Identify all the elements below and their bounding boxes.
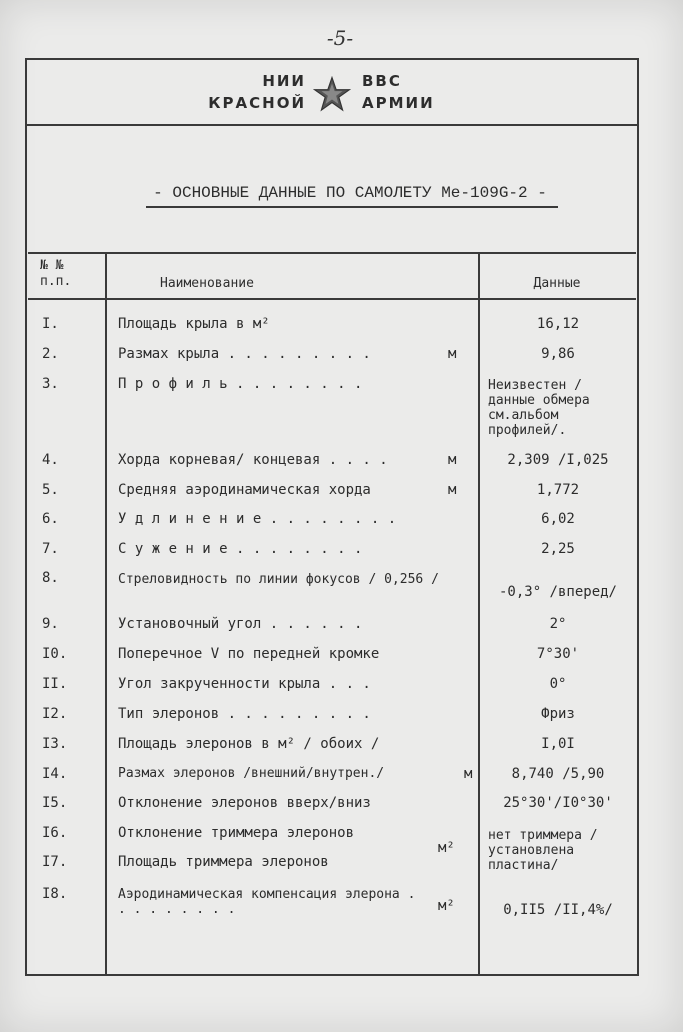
row-2-unit: м (448, 346, 457, 362)
row-1-number: I. (42, 316, 59, 332)
row-18-unit: м² (438, 898, 455, 914)
row-7-number: 7. (42, 541, 59, 557)
header-divider (25, 124, 639, 126)
row-16-value: нет триммера /установлена пластина/ (488, 828, 598, 873)
row-4-value: 2,309 /I,025 (507, 452, 609, 468)
row-10-value: 7°30' (536, 646, 580, 662)
row-8-number: 8. (42, 570, 59, 586)
row-15-value: 25°30'/I0°30' (503, 795, 613, 811)
table-header-border (28, 298, 636, 300)
row-14-unit: м (464, 766, 473, 782)
row-17-name: Площадь триммера элеронов (118, 854, 329, 870)
row-2-value: 9,86 (541, 346, 575, 362)
table-top-border (28, 252, 636, 254)
row-14-number: I4. (42, 766, 68, 782)
row-16-number: I6. (42, 825, 68, 841)
row-12-number: I2. (42, 706, 68, 722)
row-9-name: Установочный угол . . . . . . (118, 616, 363, 632)
row-16-name: Отклонение триммера элеронов (118, 825, 355, 841)
row-10-name: Поперечное V по передней кромке (118, 646, 380, 662)
row-8-name: Стреловидность по линии фокусов / 0,256 / (118, 572, 439, 587)
row-10-number: I0. (42, 646, 68, 662)
row-9-value: 2° (549, 616, 567, 632)
row-4-name: Хорда корневая/ концевая . . . . (118, 452, 388, 468)
row-5-number: 5. (42, 482, 59, 498)
row-5-value: 1,772 (536, 482, 580, 498)
row-4-unit: м (448, 452, 457, 468)
row-18-value: 0,II5 /II,4%/ (503, 902, 613, 918)
page-number: -5- (326, 26, 354, 50)
row-18-name: Аэродинамическая компенсация элерона . . . . . . . . . (118, 887, 416, 917)
column-divider-1 (105, 252, 107, 976)
row-2-name: Размах крыла . . . . . . . . . (118, 346, 371, 362)
row-1-name: Площадь крыла в м² (118, 316, 270, 332)
row-4-number: 4. (42, 452, 59, 468)
row-3-value: Неизвестен /данные обмера см.альбом профилей/. (488, 378, 590, 438)
row-5-unit: м (448, 482, 457, 498)
row-13-name: Площадь элеронов в м² / обоих / (118, 736, 380, 752)
row-6-name: У д л и н е н и е . . . . . . . . (118, 511, 397, 527)
row-6-value: 6,02 (541, 511, 575, 527)
row-8-value: -0,3° /вперед/ (498, 584, 617, 600)
row-7-name: С у ж е н и е . . . . . . . . (118, 541, 363, 557)
row-12-name: Тип элеронов . . . . . . . . . (118, 706, 371, 722)
org-name-left: НИИ КРАСНОЙ (208, 72, 306, 112)
row-17-unit: м² (438, 840, 455, 856)
row-6-number: 6. (42, 511, 59, 527)
column-divider-2 (478, 252, 480, 976)
row-14-value: 8,740 /5,90 (511, 766, 605, 782)
row-15-name: Отклонение элеронов вверх/вниз (118, 795, 371, 811)
row-13-number: I3. (42, 736, 68, 752)
row-3-number: 3. (42, 376, 59, 392)
org-name-right: ВВС АРМИИ (362, 72, 435, 112)
row-1-value: 16,12 (536, 316, 580, 332)
row-18-number: I8. (42, 886, 68, 902)
row-11-name: Угол закрученности крыла . . . (118, 676, 371, 692)
row-13-value: I,0I (541, 736, 575, 752)
header-number: № № п.п. (40, 258, 72, 289)
row-3-name: П р о ф и л ь . . . . . . . . (118, 376, 363, 392)
row-15-number: I5. (42, 795, 68, 811)
row-5-name: Средняя аэродинамическая хорда (118, 482, 371, 498)
row-11-number: II. (42, 676, 68, 692)
document-title: - ОСНОВНЫЕ ДАННЫЕ ПО САМОЛЕТУ Ме-109G-2 - (153, 184, 547, 202)
header-name: Наименование (160, 276, 254, 291)
row-11-value: 0° (549, 676, 567, 692)
row-17-number: I7. (42, 854, 68, 870)
row-7-value: 2,25 (541, 541, 575, 557)
title-underline (146, 206, 558, 208)
row-12-value: Фриз (541, 706, 575, 722)
row-14-name: Размах элеронов /внешний/внутрен./ (118, 766, 385, 781)
header-data: Данные (533, 276, 581, 291)
row-2-number: 2. (42, 346, 59, 362)
row-9-number: 9. (42, 616, 59, 632)
red-star-icon (313, 76, 351, 112)
